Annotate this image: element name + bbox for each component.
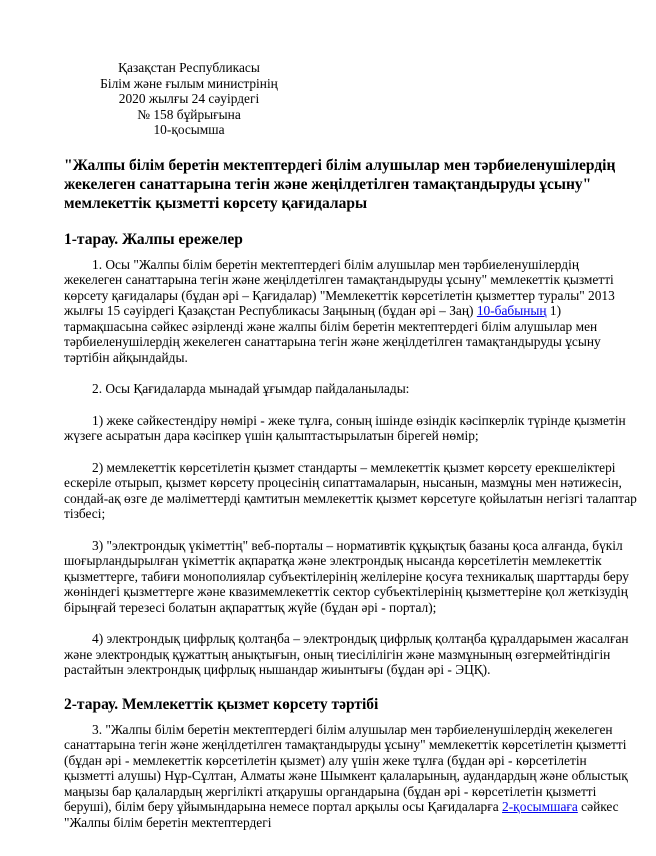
appendix-header-line-order-number: № 158 бұйрығына <box>137 106 241 122</box>
appendix-2-link[interactable]: 2-қосымшаға <box>502 799 578 815</box>
paragraph-3-text-before-link: 3. "Жалпы білім беретін мектептердегі білім алушылар мен тәрбиеленушілердің жекелеген санаттарына тегін және жеңілдетілген тамақтандыруды ұсыну" мемлекеттік көрсетілетін қызметті (бұдан әрі - мемлекеттік көрсетілетін қызмет) алу үшін жеке тұлға (бұдан әрі - көрсетілетін қызметті алушы) Нұр-Сұлтан, Алматы және Шымкент қалаларының, аудандардың және облыстық маңызы бар қалалардың жергілікті атқарушы органдарына (бұдан әрі - көрсетілетін қызметті беруші), білім беру ұйымындарына немесе портал арқылы осы Қағидаларға <box>64 721 628 815</box>
appendix-header-line-appendix-number: 10-қосымша <box>153 122 225 138</box>
chapter-1-heading: 1-тарау. Жалпы ережелер <box>64 230 243 248</box>
paragraph-1 <box>64 257 640 366</box>
definition-item-4: 4) электрондық цифрлық қолтаңба – электрондық цифрлық қолтаңба құралдарымен жасалған және электрондық құжаттың анықтығын, оның тиесілілігін және мазмұнының өзгермейтіндігін растайтын электрондық цифрлық нышандар жиынтығы (бұдан әрі - ЭЦҚ). <box>64 631 629 678</box>
paragraph-1-text-before-link: 1. Осы "Жалпы білім беретін мектептердегі білім алушылар мен тәрбиеленушілердің жекелеген санаттарына тегін және жеңілдетілген тамақтандыруды ұсыну" мемлекеттік қызметті көрсету қағидалары (бұдан әрі – Қағидалар) "Мемлекеттік көрсетілетін қызметтер туралы" 2013 жылғы 15 сәуірдегі Қазақстан Республикасы Заңының (бұдан әрі – Заң) <box>64 256 615 319</box>
appendix-header-line-date: 2020 жылғы 24 сәуірдегі <box>118 91 260 107</box>
appendix-header-line-ministry: Білім және ғылым министрінің <box>100 75 278 91</box>
appendix-header <box>64 60 314 138</box>
paragraph-1-text-after-link: 1) тармақшасына сәйкес әзірленді және жалпы білім беретін мектептердегі білім алушылар мен тәрбиеленушілердің жекелеген санаттарына тегін және жеңілдетілген тамақтандыруды ұсыну тәртібін айқындайды. <box>64 303 601 365</box>
definition-item-2: 2) мемлекеттік көрсетілетін қызмет стандарты – мемлекеттік қызмет көрсету ерекшеліктері ескеріле отырып, қызмет көрсету процесінің сипаттамаларын, нысанын, мазмұны мен нәтижесін, сондай-ақ өзге де мәліметтерді қамтитын мемлекеттік қызмет көрсетуге қойылатын негізгі талаптар тізбесі; <box>64 459 637 522</box>
appendix-header-line-authority: Қазақстан Республикасы <box>118 60 260 75</box>
paragraph-3-text-after-link: сәйкес "Жалпы білім беретін мектептердегі <box>64 799 619 830</box>
definition-item-1: 1) жеке сәйкестендіру нөмірі - жеке тұлға, соның ішінде өзіндік кәсіпкерлік түрінде қызметін жүзеге асыратын дара кәсіпкер үшін қалыптастырылатын бірегей нөмір; <box>64 412 626 444</box>
document-title: "Жалпы білім беретін мектептердегі білім алушылар мен тәрбиеленушілердің жекелеген санаттарына тегін және жеңілдетілген тамақтандыруды ұсыну" мемлекеттік қызметті көрсету қағидалары <box>64 156 616 212</box>
definition-item-3: 3) "электрондық үкіметтің" веб-порталы – нормативтік құқықтық базаны қоса алғанда, бүкіл шоғырландырылған үкіметтік ақпаратқа және электрондық нысанда көрсетілетін мемлекеттік қызметтерге, табиғи монополиялар субъектілерінің желілеріне қосуға техникалық шарттарды беру жөніндегі қызметтерге және квазимемлекеттік сектор субъектілерінің қызметтеріне қол жеткізудің бірыңғай терезесі болатын ақпараттық жүйе (бұдан әрі - портал); <box>64 537 629 615</box>
paragraph-2: 2. Осы Қағидаларда мынадай ұғымдар пайдаланылады: <box>92 381 410 397</box>
chapter-2-heading: 2-тарау. Мемлекеттік қызмет көрсету тәртібі <box>64 695 379 713</box>
article-10-link[interactable]: 10-бабының <box>476 303 547 319</box>
paragraph-3 <box>64 722 640 831</box>
